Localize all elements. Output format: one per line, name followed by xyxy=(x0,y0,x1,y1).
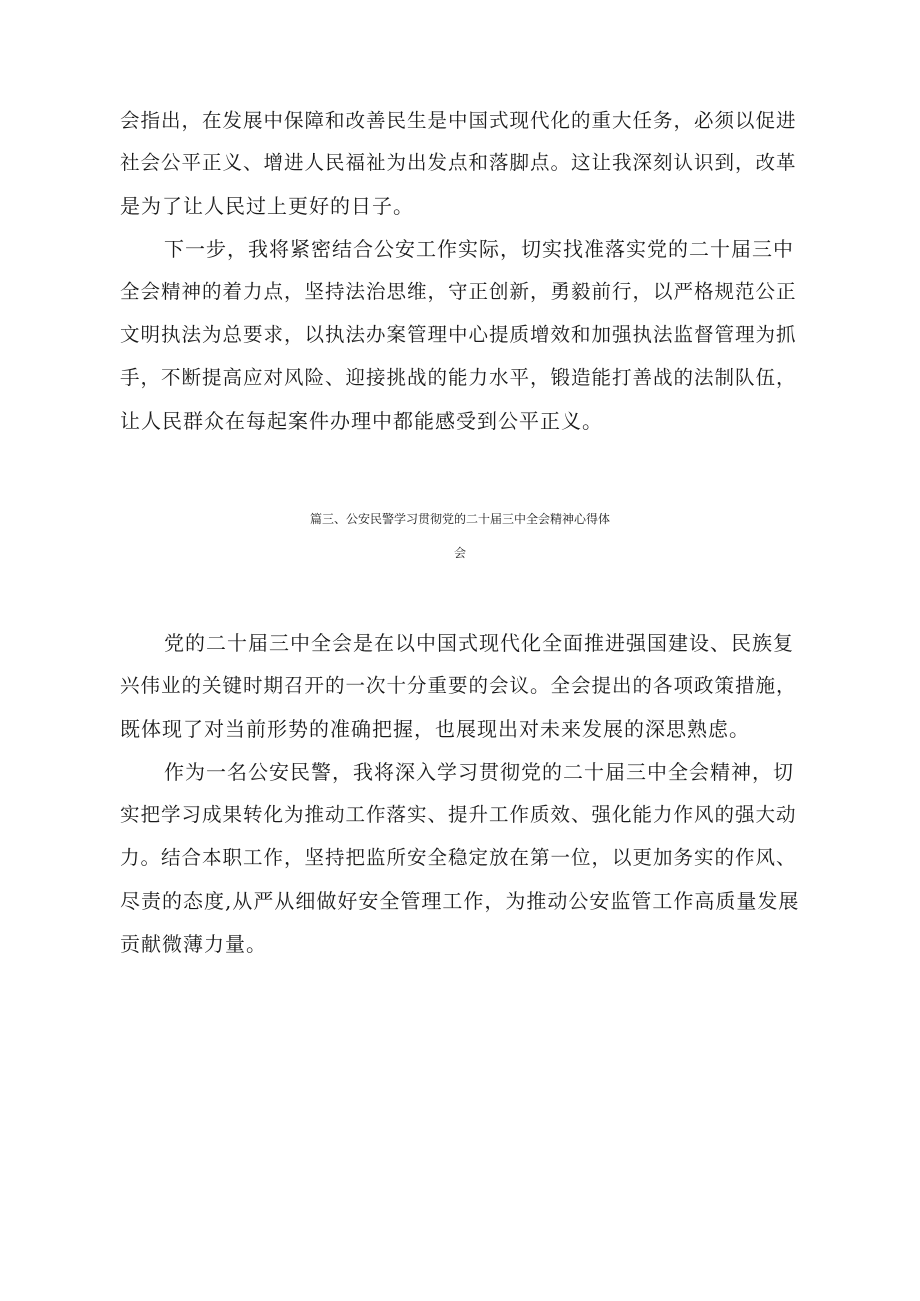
paragraph-line: 兴伟业的关键时期召开的一次十分重要的会议。全会提出的各项政策措施， xyxy=(120,674,797,697)
paragraph-line: 文明执法为总要求，以执法办案管理中心提质增效和加强执法监督管理为抓 xyxy=(120,323,797,346)
paragraph-line: 作为一名公安民警，我将深入学习贯彻党的二十届三中全会精神，切 xyxy=(164,760,794,784)
paragraph-line: 社会公平正义、增进人民福祉为出发点和落脚点。这让我深刻认识到，改革 xyxy=(120,151,797,174)
paragraph-line: 下一步，我将紧密结合公安工作实际，切实找准落实党的二十届三中 xyxy=(164,237,794,261)
paragraph-line: 会指出，在发展中保障和改善民生是中国式现代化的重大任务，必须以促进 xyxy=(120,109,797,132)
section-heading: 会 xyxy=(453,546,466,560)
paragraph-line: 是为了让人民过上更好的日子。 xyxy=(120,194,414,218)
paragraph-line: 手，不断提高应对风险、迎接挑战的能力水平，锻造能打善战的法制队伍， xyxy=(120,366,797,389)
paragraph-line: 实把学习成果转化为推动工作落实、提升工作质效、强化能力作风的强大动 xyxy=(120,803,797,826)
section-heading: 篇三、公安民警学习贯彻党的二十届三中全会精神心得体 xyxy=(309,512,610,526)
paragraph-line: 让人民群众在每起案件办理中都能感受到公平正义。 xyxy=(120,409,603,433)
paragraph-line: 贡献微薄力量。 xyxy=(120,932,267,956)
paragraph-line: 既体现了对当前形势的准确把握，也展现出对未来发展的深思熟虑。 xyxy=(120,717,750,741)
paragraph-line: 尽责的态度,从严从细做好安全管理工作，为推动公安监管工作高质量发展 xyxy=(120,889,800,913)
paragraph-line: 全会精神的着力点，坚持法治思维，守正创新，勇毅前行，以严格规范公正 xyxy=(120,280,797,303)
paragraph-line: 力。结合本职工作，坚持把监所安全稳定放在第一位，以更加务实的作风、 xyxy=(120,846,797,869)
paragraph-line: 党的二十届三中全会是在以中国式现代化全面推进强国建设、民族复 xyxy=(164,631,794,655)
